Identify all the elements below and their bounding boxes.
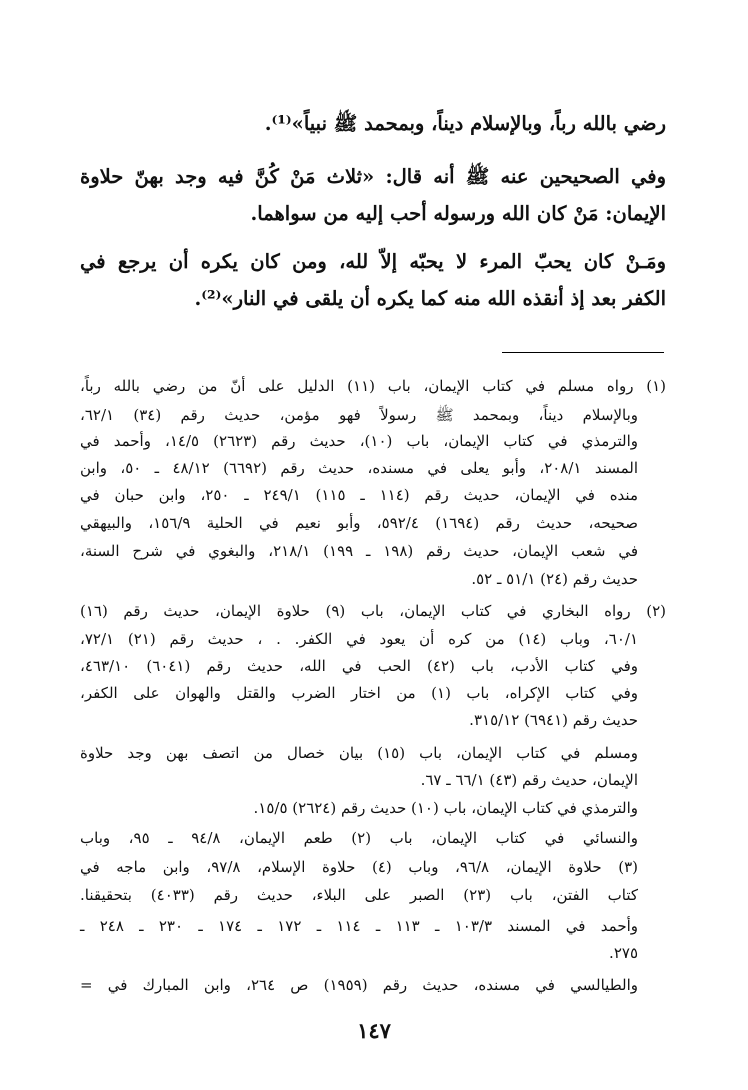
footnote-line: (٢) رواه البخاري في كتاب الإيمان، باب (٩) حلاوة الإيمان، حديث رقم (١٦) <box>80 602 667 620</box>
footnote-line: صحيحه، حديث رقم (١٦٩٤) ٥٩٢/٤، وأبو نعيم في الحلية ١٥٦/٩، والبيهقي <box>80 514 638 532</box>
footnote-line: المسند ٢٠٨/١، وأبو يعلى في مسنده، حديث رقم (٦٦٩٢) ٤٨/١٢ ـ ٥٠، وابن <box>80 459 639 477</box>
footnote-line: والنسائي في كتاب الإيمان، باب (٢) طعم الإيمان، ٩٤/٨ ـ ٩٥، وباب <box>80 829 638 847</box>
page-number: ١٤٧ <box>357 1018 391 1043</box>
footnote-line: وفي كتاب الإكراه، باب (١) من اختار الضرب والقتل والهوان على الكفر، <box>80 684 638 702</box>
footnote-line: والطيالسي في مسنده، حديث رقم (١٩٥٩) ص ٢٦٤، وابن المبارك في = <box>80 976 638 994</box>
footnote-separator <box>502 352 664 353</box>
footnote-line: وبالإسلام ديناً، وبمحمد ﷺ رسولاً فهو مؤمن، حديث رقم (٣٤) ٦٢/١، <box>80 406 638 424</box>
body-line: رضي بالله رباً، وبالإسلام ديناً، وبمحمد ﷺ نبياً»⁽¹⁾. <box>264 112 666 135</box>
footnote-line: ٢٧٥. <box>609 944 638 962</box>
footnote-line: كتاب الفتن، باب (٢٣) الصبر على البلاء، حديث رقم (٤٠٣٣) بتحقيقنا. <box>80 886 639 904</box>
footnote-line: وفي كتاب الأدب، باب (٤٢) الحب في الله، حديث رقم (٦٠٤١) ٤٦٣/١٠، <box>80 657 639 675</box>
footnote-line: في شعب الإيمان، حديث رقم (١٩٨ ـ ١٩٩) ٢١٨/١، والبغوي في شرح السنة، <box>80 542 638 560</box>
footnote-line: والترمذي في كتاب الإيمان، باب (١٠)، حديث رقم (٢٦٢٣) ١٤/٥، وأحمد في <box>80 432 639 450</box>
footnote-line: منده في الإيمان، حديث رقم (١١٤ ـ ١١٥) ٢٤٩/١ ـ ٢٥٠، وابن حبان في <box>80 486 638 504</box>
body-line: وفي الصحيحين عنه ﷺ أنه قال: «ثلاث مَنْ كُنَّ فيه وجد بهنّ حلاوة <box>80 165 666 188</box>
footnote-line: (٣) حلاوة الإيمان، ٩٦/٨، وباب (٤) حلاوة الإسلام، ٩٧/٨، وابن ماجه في <box>80 858 638 876</box>
body-line: الكفر بعد إذ أنقذه الله منه كما يكره أن يلقى في النار»⁽²⁾. <box>194 287 666 310</box>
footnote-line: وأحمد في المسند ١٠٣/٣ ـ ١١٣ ـ ١١٤ ـ ١٧٢ ـ ١٧٤ ـ ٢٣٠ ـ ٢٤٨ ـ <box>80 917 639 935</box>
footnote-line: الإيمان، حديث رقم (٤٣) ٦٦/١ ـ ٦٧. <box>420 771 638 789</box>
body-line: الإيمان: مَنْ كان الله ورسوله أحب إليه من سواهما. <box>250 202 666 225</box>
footnote-line: ومسلم في كتاب الإيمان، باب (١٥) بيان خصال من اتصف بهن وجد حلاوة <box>80 744 638 762</box>
footnote-line: حديث رقم (٢٤) ٥١/١ ـ ٥٢. <box>471 570 638 588</box>
footnote-line: ٦٠/١، وباب (١٤) من كره أن يعود في الكفر. . ، حديث رقم (٢١) ٧٢/١، <box>80 630 639 648</box>
body-line: ومَـنْ كان يحبّ المرء لا يحبّه إلاّ لله، ومن كان يكره أن يرجع في <box>80 250 666 273</box>
footnote-line: حديث رقم (٦٩٤١) ٣١٥/١٢. <box>469 711 638 729</box>
footnote-line: (١) رواه مسلم في كتاب الإيمان، باب (١١) الدليل على أنّ من رضي بالله رباً، <box>80 377 666 395</box>
footnote-line: والترمذي في كتاب الإيمان، باب (١٠) حديث رقم (٢٦٢٤) ١٥/٥. <box>253 799 638 817</box>
